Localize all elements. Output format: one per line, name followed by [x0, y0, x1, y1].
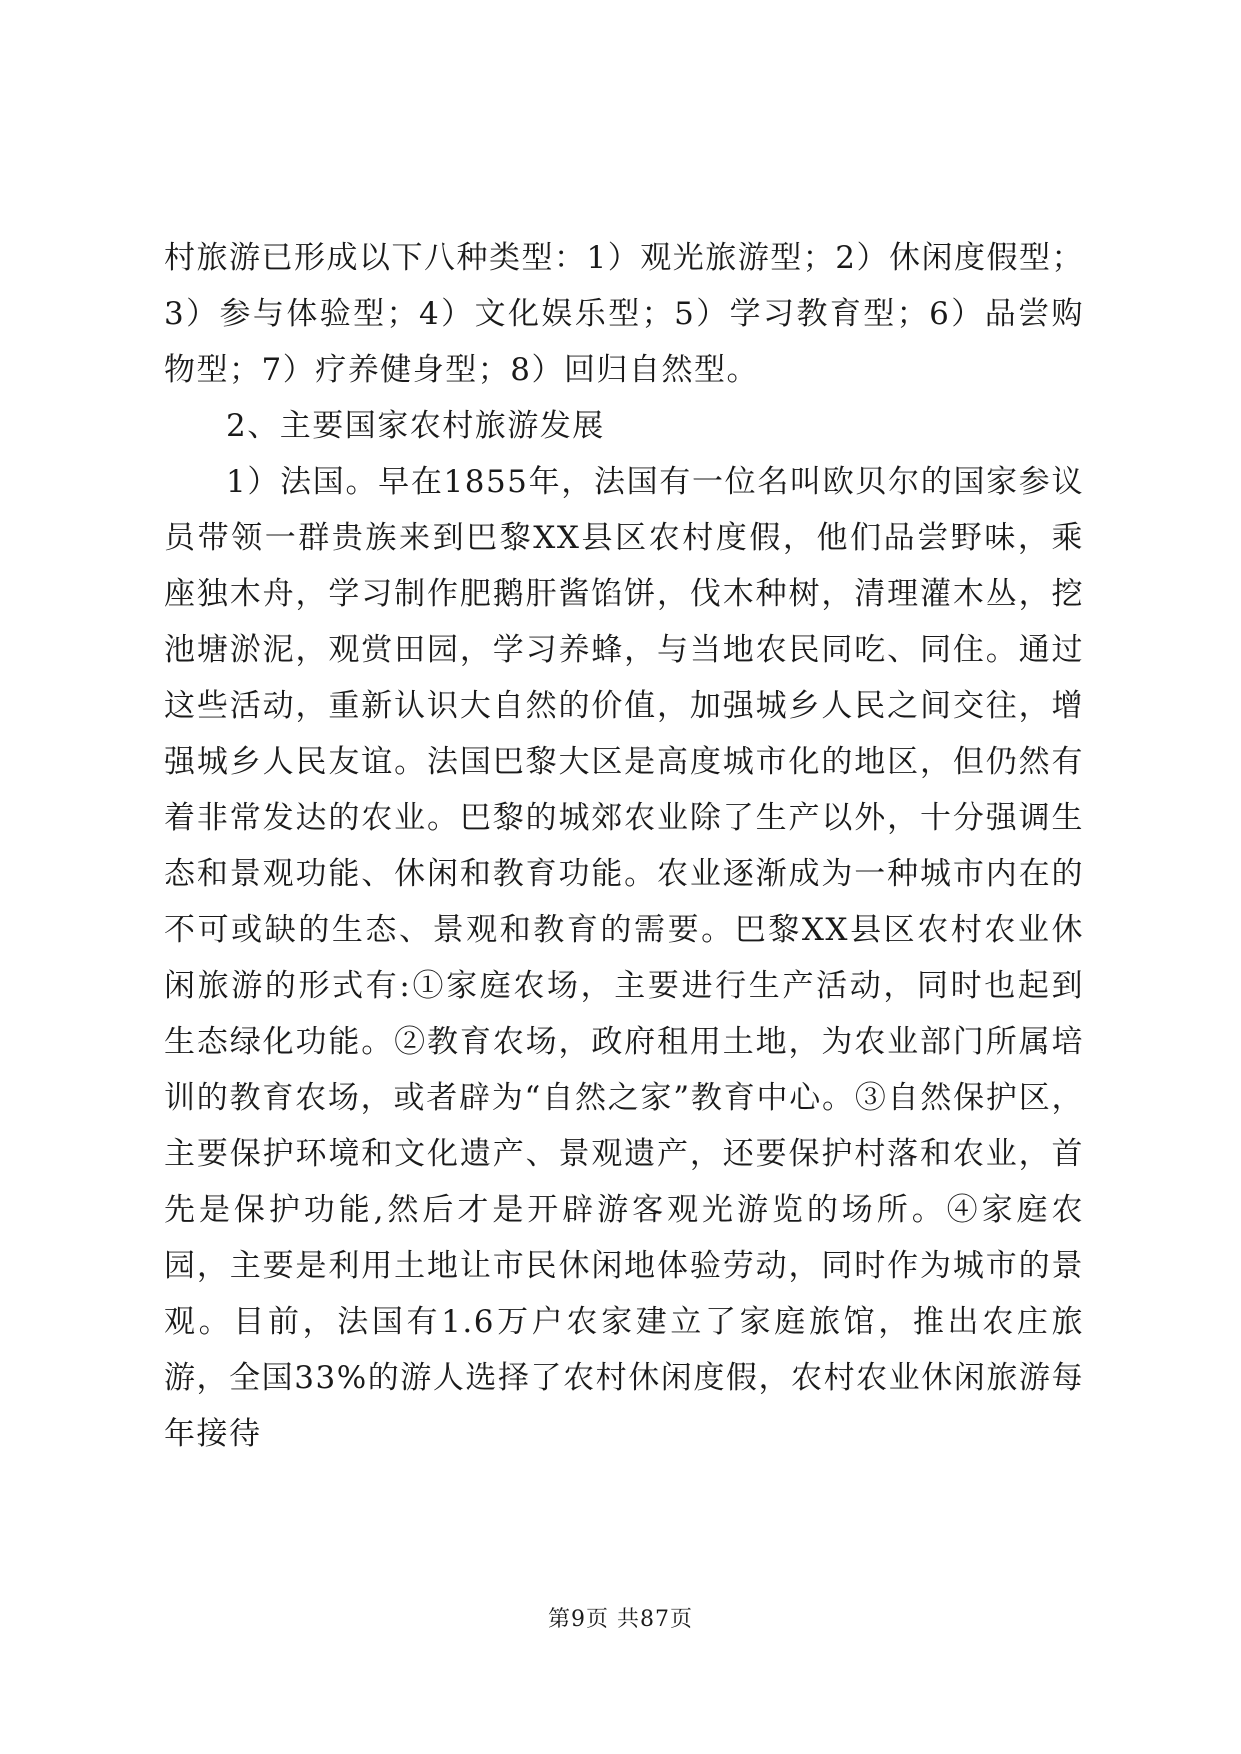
document-body	[164, 230, 1084, 1462]
page-number-footer: 第9页 共87页	[548, 1607, 693, 1632]
paragraph-france: 1）法国。早在1855年，法国有一位名叫欧贝尔的国家参议员带领一群贵族来到巴黎XX县区农村度假，他们品尝野味，乘座独木舟，学习制作肥鹅肝酱馅饼，伐木种树，清理灌木丛，挖池塘淤泥，观赏田园，学习养蜂，与当地农民同吃、同住。通过这些活动，重新认识大自然的价值，加强城乡人民之间交往，增强城乡人民友谊。法国巴黎大区是高度城市化的地区，但仍然有着非常发达的农业。巴黎的城郊农业除了生产以外，十分强调生态和景观功能、休闲和教育功能。农业逐渐成为一种城市内在的不可或缺的生态、景观和教育的需要。巴黎XX县区农村农业休闲旅游的形式有:①家庭农场，主要进行生产活动，同时也起到生态绿化功能。②教育农场，政府租用土地，为农业部门所属培训的教育农场，或者辟为“自然之家”教育中心。③自然保护区，主要保护环境和文化遗产、景观遗产，还要保护村落和农业，首先是保护功能,然后才是开辟游客观光游览的场所。④家庭农园，主要是利用土地让市民休闲地体验劳动，同时作为城市的景观。目前，法国有1.6万户农家建立了家庭旅馆，推出农庄旅游，全国33%的游人选择了农村休闲度假，农村农业休闲旅游每年接待	[164, 464, 1084, 1452]
section-heading: 2、主要国家农村旅游发展	[226, 408, 605, 444]
paragraph-tourism-types: 村旅游已形成以下八种类型：1）观光旅游型；2）休闲度假型；3）参与体验型；4）文化娱乐型；5）学习教育型；6）品尝购物型；7）疗养健身型；8）回归自然型。	[164, 240, 1084, 388]
